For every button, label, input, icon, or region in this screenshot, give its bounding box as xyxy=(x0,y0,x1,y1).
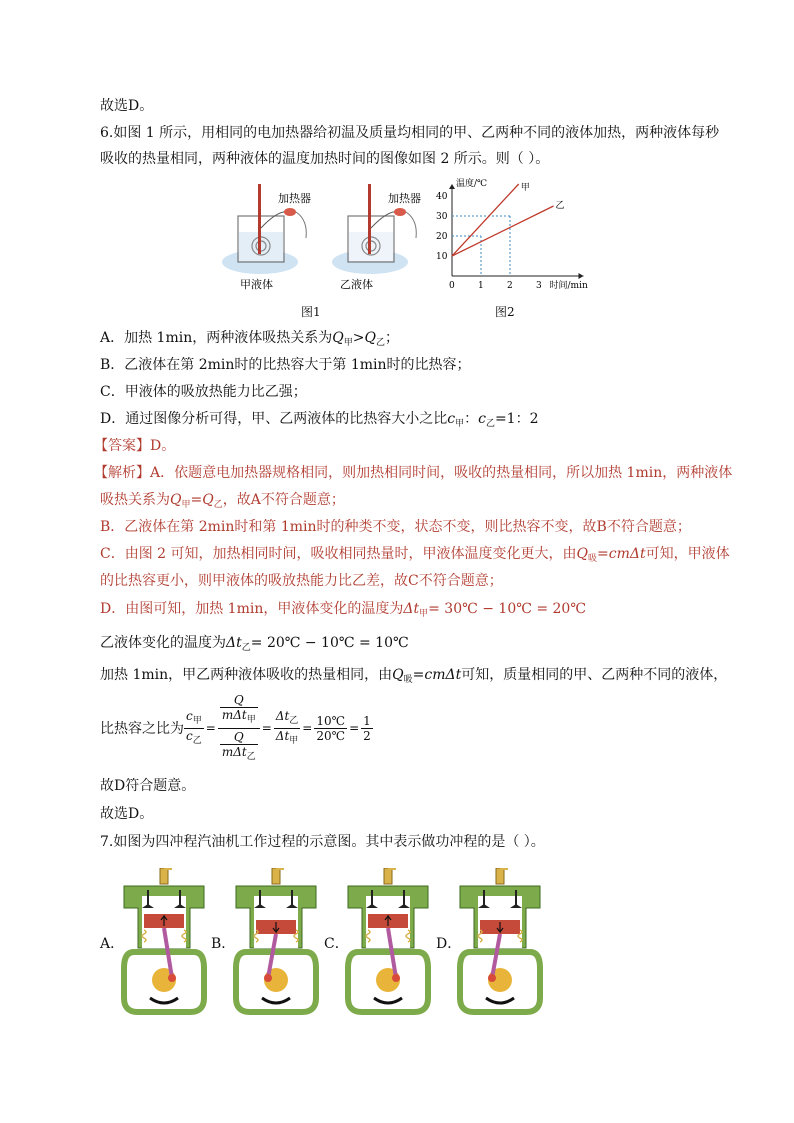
spark-plug xyxy=(272,868,280,884)
y-tick-label: 20 xyxy=(436,232,448,242)
sym-cm: cm xyxy=(608,546,630,562)
sub-yi: 乙 xyxy=(246,751,256,762)
y-tick-label: 30 xyxy=(436,212,448,222)
sym-q: Q xyxy=(202,492,214,508)
explanation-a2-post: ，故A不符合题意； xyxy=(222,492,345,508)
sub-xi: 吸 xyxy=(588,554,598,564)
sym-dt: Δt xyxy=(233,744,247,759)
explanation-c1-post: 可知，甲液体 xyxy=(645,546,730,562)
sym-q: Q xyxy=(576,546,589,562)
sym-dt: Δt xyxy=(629,546,646,562)
option-d-ratio: =1：2 xyxy=(494,411,539,427)
explanation-d3-post: 可知，质量相同的甲、乙两种不同的液体， xyxy=(461,667,728,683)
x-tick-label: 0 xyxy=(449,281,455,291)
sub-jia: 甲 xyxy=(455,419,465,429)
x-tick-label: 2 xyxy=(507,281,513,291)
spark-plug xyxy=(496,868,504,884)
sym-c: c xyxy=(186,708,193,723)
sub-yi: 乙 xyxy=(289,715,299,726)
sym-cm: cm xyxy=(424,667,446,683)
ratio-equation xyxy=(100,692,373,764)
result-num: 1 xyxy=(363,713,371,728)
explanation-b: B．乙液体在第 2min时和第 1min时的种类不变，状态不变，则比热容不变，故B不符合题意； xyxy=(100,519,691,535)
sub-jia: 甲 xyxy=(181,500,191,510)
engine-diagram-d xyxy=(456,868,544,1016)
temp-num: 10℃ xyxy=(316,713,346,728)
ratio-big-frac xyxy=(218,692,260,765)
explanation-d2-eq: = 20℃ − 10℃ = 10℃ xyxy=(250,635,409,651)
heater-label-1: 加热器 xyxy=(278,192,311,205)
inner-frac-top xyxy=(220,693,258,727)
explanation-a1-text: A．依题意电加热器规格相同，则加热相同时间，吸收的热量相同，所以加热 1min，两种液体 xyxy=(150,465,733,481)
explanation-d-end: 故D符合题意。 xyxy=(100,778,196,794)
sym-c: c xyxy=(186,728,193,743)
x-axis-label: 时间/min xyxy=(549,281,588,291)
spark-plug-cap xyxy=(164,868,172,870)
x-tick-label: 3 xyxy=(536,281,542,291)
sym-q: Q xyxy=(332,330,344,346)
q6-line1: 6.如图 1 所示，用相同的电加热器给初温及质量均相同的甲、乙两种不同的液体加热，两种液体每秒 xyxy=(100,125,720,141)
x-axis-arrow xyxy=(579,273,584,279)
y-tick-label: 10 xyxy=(436,252,448,262)
sym-q: Q xyxy=(364,330,376,346)
temp-den: 20℃ xyxy=(316,728,346,743)
figure2-chart xyxy=(430,176,610,300)
spark-plug-cap xyxy=(276,868,284,870)
sym-eq: = xyxy=(190,492,203,508)
option-d xyxy=(100,409,539,434)
explanation-c1-pre: C．由图 2 可知，加热相同时间，吸收相同热量时，甲液体温度变化更大，由 xyxy=(100,546,577,562)
sym-semi: ； xyxy=(384,330,399,346)
sym-dt: Δt xyxy=(275,708,290,723)
sym-eq: = xyxy=(412,667,425,683)
final-answer-line: 故选D。 xyxy=(100,806,154,822)
crank-pin xyxy=(488,974,496,982)
engine-diagram-b xyxy=(232,868,320,1016)
sym-c: c xyxy=(447,411,456,427)
sym-dt: Δt xyxy=(226,635,242,651)
q7-option-c-label: C． xyxy=(324,936,349,952)
heater-label-2: 加热器 xyxy=(388,192,421,205)
explanation-d1 xyxy=(100,599,586,624)
sub-yi: 乙 xyxy=(213,500,223,510)
sym-q: Q xyxy=(233,729,244,744)
sym-eq: = xyxy=(349,721,360,735)
option-b: B．乙液体在第 2min时的比热容大于第 1min时的比热容； xyxy=(100,357,471,373)
q7-option-b-label: B． xyxy=(211,936,236,952)
temp-frac xyxy=(314,714,347,743)
crank-pin xyxy=(264,974,272,982)
y-axis-label: 温度/℃ xyxy=(456,179,488,189)
explanation-a2-pre: 吸热关系为 xyxy=(100,492,170,508)
label-jia-liquid: 甲液体 xyxy=(240,278,273,290)
sym-m: m xyxy=(221,744,234,759)
crank-pin xyxy=(168,974,176,982)
explanation-d1-eq: = 30℃ − 10℃ = 20℃ xyxy=(428,601,586,617)
sym-colon: ： xyxy=(464,411,479,427)
series-label: 乙 xyxy=(555,201,565,211)
sym-dt: Δt xyxy=(445,667,462,683)
y-axis-arrow xyxy=(449,184,455,189)
explanation-tag: 【解析】 xyxy=(94,465,150,481)
q7-option-d-label: D． xyxy=(436,936,462,952)
sub-jia: 甲 xyxy=(192,715,202,726)
sym-eq: = xyxy=(261,721,272,735)
q7-stem: 7.如图为四冲程汽油机工作过程的示意图。其中表示做功冲程的是（ ）。 xyxy=(100,834,545,850)
sym-q: Q xyxy=(392,667,404,683)
dt-frac xyxy=(274,709,301,748)
sub-jia: 甲 xyxy=(246,714,256,725)
sym-eq: = xyxy=(302,721,313,735)
label-yi-liquid: 乙液体 xyxy=(340,278,373,290)
sub-xi: 吸 xyxy=(403,675,413,685)
spark-plug-cap xyxy=(388,868,396,870)
option-d-text: D．通过图像分析可得，甲、乙两液体的比热容大小之比 xyxy=(100,411,448,427)
figure1-beakers xyxy=(218,180,438,290)
sub-yi: 乙 xyxy=(375,338,385,348)
explanation-a1 xyxy=(94,463,732,483)
sym-eq: = xyxy=(597,546,609,562)
sym-q: Q xyxy=(233,692,244,707)
sym-eq: = xyxy=(205,721,216,735)
sub-yi: 乙 xyxy=(241,643,251,653)
y-tick-label: 40 xyxy=(436,192,448,202)
explanation-d3-pre: 加热 1min，甲乙两种液体吸收的热量相同，由 xyxy=(100,667,393,683)
sub-jia: 甲 xyxy=(343,338,353,348)
sub-jia: 甲 xyxy=(419,609,429,619)
explanation-d1-pre: D．由图可知，加热 1min，甲液体变化的温度为 xyxy=(100,601,404,617)
answer-line: 【答案】D。 xyxy=(94,438,176,454)
sub-yi: 乙 xyxy=(485,419,495,429)
sym-q: Q xyxy=(170,492,182,508)
sym-dt: Δt xyxy=(275,728,290,743)
sub-jia: 甲 xyxy=(289,735,299,746)
ratio-pre: 比热容之比为 xyxy=(100,721,184,737)
option-c: C．甲液体的吸放热能力比乙强； xyxy=(100,384,307,400)
ratio-c-frac xyxy=(184,709,204,748)
explanation-c2: 的比热容更小，则甲液体的吸放热能力比乙差，故C不符合题意； xyxy=(100,573,503,589)
sym-dt: Δt xyxy=(403,601,420,617)
option-a xyxy=(100,328,399,353)
series-label: 甲 xyxy=(520,183,530,193)
series-line xyxy=(452,184,519,256)
spark-plug xyxy=(160,868,168,884)
sub-yi: 乙 xyxy=(192,735,202,746)
figure1-caption: 图1 xyxy=(301,305,321,319)
series-line xyxy=(452,206,554,256)
crank-pin xyxy=(392,974,400,982)
inner-frac-bottom xyxy=(220,730,258,764)
result-frac xyxy=(361,714,373,743)
result-den: 2 xyxy=(363,728,371,743)
figure2-caption: 图2 xyxy=(495,305,515,319)
explanation-d2-pre: 乙液体变化的温度为 xyxy=(100,635,226,651)
sym-m: m xyxy=(221,707,234,722)
explanation-d2 xyxy=(100,633,409,658)
sym-dt: Δt xyxy=(233,707,247,722)
option-a-text: A．加热 1min，两种液体吸热关系为 xyxy=(100,330,333,346)
engine-diagram-a xyxy=(120,868,208,1016)
sym-c: c xyxy=(478,411,486,427)
spark-plug-cap xyxy=(500,868,508,870)
sym-gt: > xyxy=(352,330,365,346)
x-tick-label: 1 xyxy=(478,281,484,291)
explanation-c1 xyxy=(100,544,730,569)
engine-diagram-c xyxy=(344,868,432,1016)
q6-line2: 吸收的热量相同，两种液体的温度加热时间的图像如图 2 所示。则（ ）。 xyxy=(100,151,550,167)
prev-answer-line: 故选D。 xyxy=(100,98,154,114)
q7-option-a-label: A． xyxy=(100,936,125,952)
explanation-d3 xyxy=(100,665,727,690)
spark-plug xyxy=(384,868,392,884)
explanation-a2 xyxy=(100,490,345,515)
